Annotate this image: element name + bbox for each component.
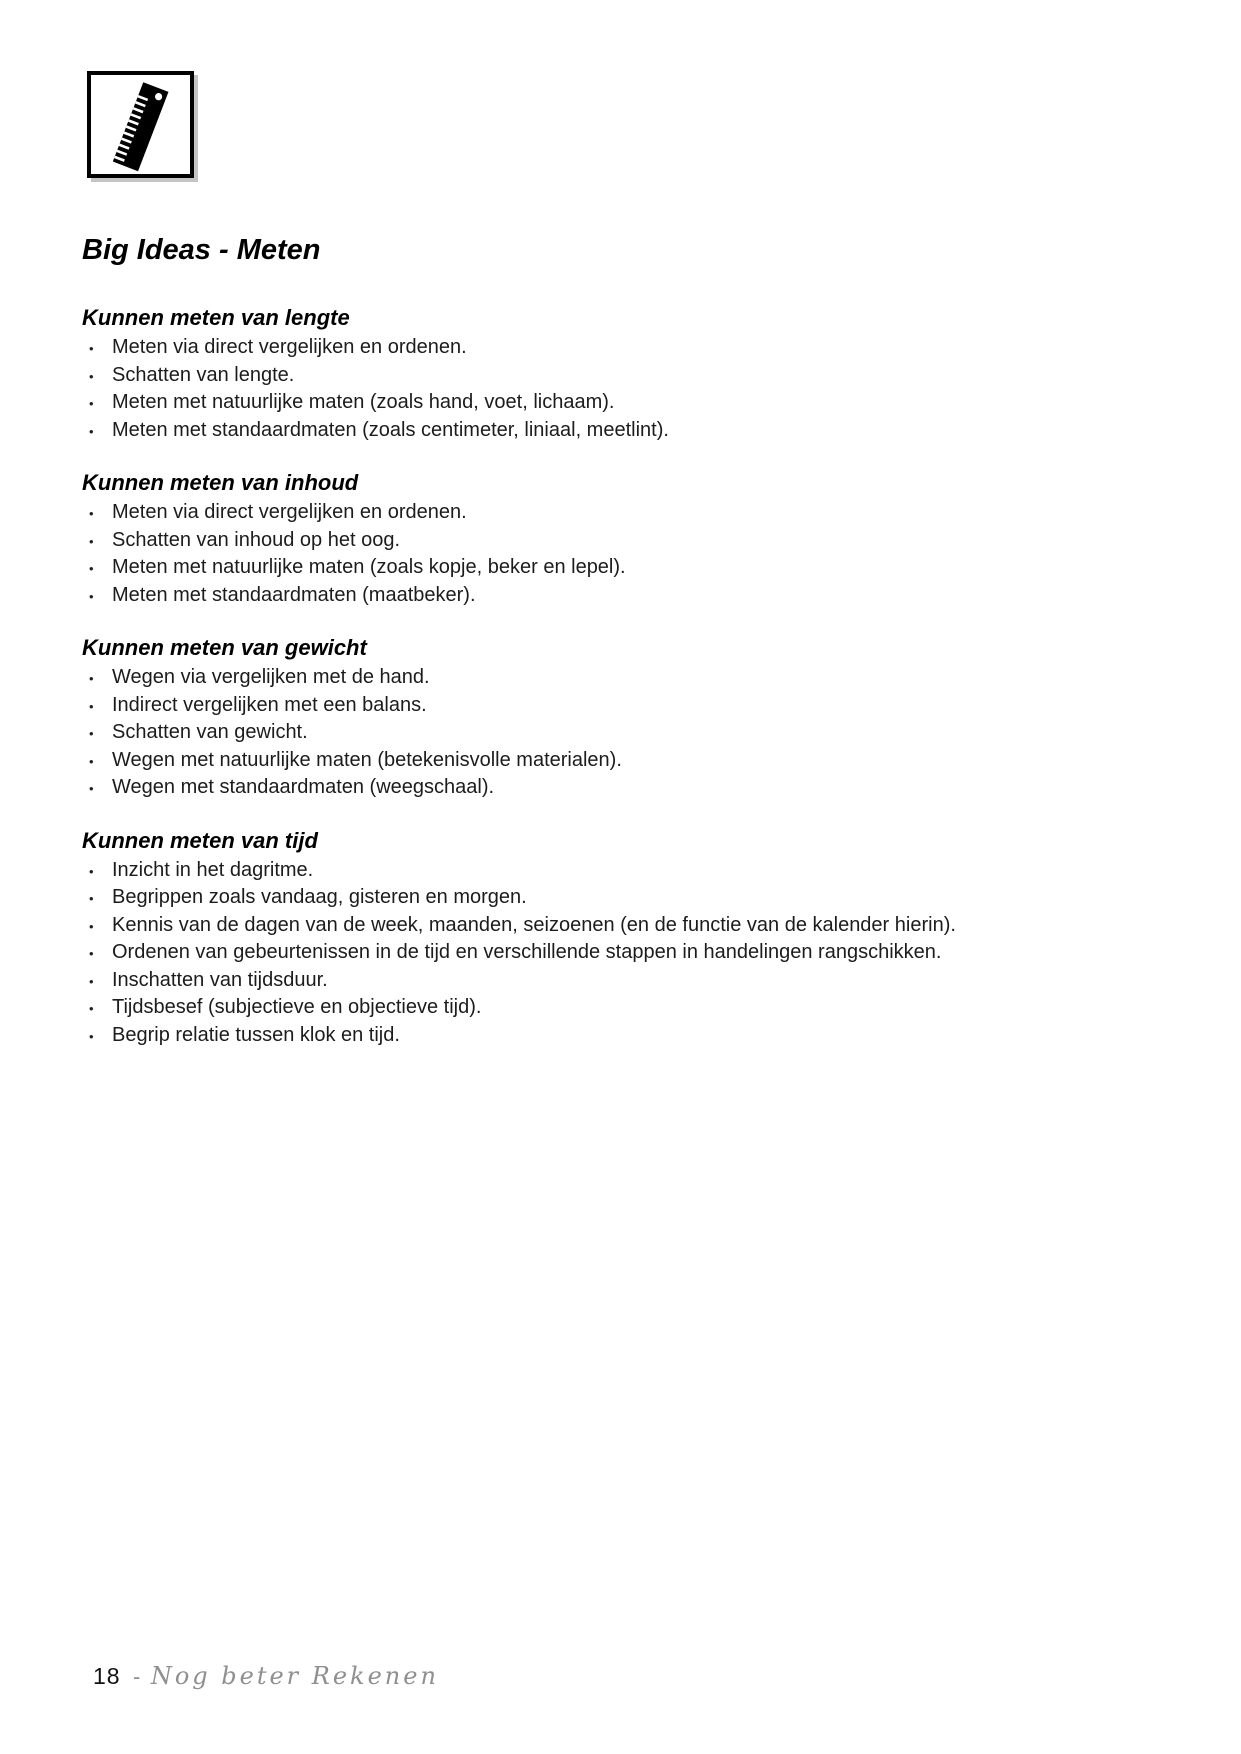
bullet-item: [82, 389, 1151, 417]
bullet-icon: •: [89, 1001, 94, 1016]
bullet-item: [82, 554, 1151, 582]
bullet-icon: •: [89, 726, 94, 741]
bullet-list: [82, 664, 1151, 802]
ruler-icon: [91, 75, 190, 174]
bullet-icon: •: [89, 753, 94, 769]
bullet-icon: •: [89, 588, 94, 604]
bullet-item: [82, 417, 1151, 445]
bullet-item: [82, 884, 1151, 912]
bullet-item: [82, 334, 1151, 362]
bullet-text: Schatten van inhoud op het oog.: [112, 528, 401, 551]
bullet-icon: •: [89, 533, 94, 549]
bullet-icon: •: [89, 698, 94, 714]
bullet-icon: •: [89, 973, 94, 989]
main-content: [82, 233, 1151, 1049]
bullet-list: [82, 334, 1151, 444]
bullet-item: [82, 499, 1151, 527]
bullet-text: Ordenen van gebeurtenissen in de tijd en verschillende stappen in handelingen rangschikken.: [112, 941, 942, 963]
page-title: Big Ideas - Meten: [82, 234, 321, 266]
bullet-text: Wegen via vergelijken met de hand.: [112, 666, 430, 688]
bullet-icon: •: [89, 671, 94, 686]
section-heading: Kunnen meten van tijd: [82, 827, 318, 853]
bullet-icon: •: [89, 396, 94, 411]
bullet-text: Indirect vergelijken met een balans.: [112, 693, 427, 716]
bullet-item: [82, 857, 1151, 885]
bullet-item: [82, 719, 1151, 747]
bullet-item: [82, 994, 1151, 1022]
section-gewicht: [82, 635, 1151, 802]
bullet-text: Begrip relatie tussen klok en tijd.: [112, 1023, 400, 1046]
bullet-list: [82, 857, 1151, 1050]
bullet-item: [82, 967, 1151, 995]
bullet-item: [82, 582, 1151, 610]
bullet-text: Schatten van lengte.: [112, 363, 295, 386]
bullet-icon: •: [89, 506, 94, 521]
page-footer: [93, 1662, 439, 1690]
bullet-item: [82, 912, 1151, 940]
section-heading: Kunnen meten van gewicht: [82, 635, 367, 660]
bullet-icon: •: [89, 561, 94, 576]
bullet-icon: •: [89, 891, 94, 906]
section-tijd: [82, 828, 1151, 1050]
footer-separator: -: [133, 1664, 141, 1689]
bullet-text: Schatten van gewicht.: [112, 721, 308, 743]
bullet-text: Meten met standaardmaten (zoals centimeter, liniaal, meetlint).: [112, 418, 669, 441]
bullet-text: Wegen met standaardmaten (weegschaal).: [112, 776, 495, 798]
bullet-list: [82, 499, 1151, 609]
bullet-text: Meten via direct vergelijken en ordenen.: [112, 336, 467, 358]
bullet-icon: •: [89, 368, 94, 384]
bullet-text: Meten met natuurlijke maten (zoals kopje, beker en lepel).: [112, 556, 626, 578]
bullet-text: Inschatten van tijdsduur.: [112, 968, 328, 991]
bullet-item: [82, 692, 1151, 720]
bullet-icon: •: [89, 781, 94, 796]
section-heading: Kunnen meten van inhoud: [82, 470, 359, 495]
bullet-item: [82, 1022, 1151, 1050]
bullet-item: [82, 362, 1151, 390]
page-number: 18: [93, 1663, 121, 1689]
chapter-icon-box: [87, 71, 194, 178]
bullet-icon: •: [89, 918, 94, 934]
bullet-icon: •: [89, 423, 94, 439]
sections-container: [82, 305, 1151, 1049]
bullet-item: [82, 774, 1151, 802]
bullet-text: Begrippen zoals vandaag, gisteren en morgen.: [112, 886, 527, 908]
bullet-icon: •: [89, 341, 94, 356]
bullet-text: Meten met natuurlijke maten (zoals hand, voet, lichaam).: [112, 391, 615, 413]
book-title: Nog beter Rekenen: [150, 1662, 439, 1690]
section-heading: Kunnen meten van lengte: [82, 305, 350, 330]
bullet-item: [82, 747, 1151, 775]
bullet-item: [82, 664, 1151, 692]
bullet-item: [82, 527, 1151, 555]
bullet-icon: •: [89, 1028, 94, 1044]
bullet-text: Tijdsbesef (subjectieve en objectieve tijd).: [112, 996, 482, 1018]
bullet-item: [82, 939, 1151, 967]
bullet-text: Kennis van de dagen van de week, maanden, seizoenen (en de functie van de kalender hierin).: [112, 913, 956, 936]
bullet-icon: •: [89, 946, 94, 961]
bullet-text: Meten met standaardmaten (maatbeker).: [112, 583, 476, 606]
bullet-text: Wegen met natuurlijke maten (betekenisvolle materialen).: [112, 748, 622, 771]
bullet-icon: •: [89, 863, 94, 879]
section-lengte: [82, 305, 1151, 444]
bullet-text: Inzicht in het dagritme.: [112, 858, 314, 881]
section-inhoud: [82, 470, 1151, 609]
bullet-text: Meten via direct vergelijken en ordenen.: [112, 501, 467, 523]
